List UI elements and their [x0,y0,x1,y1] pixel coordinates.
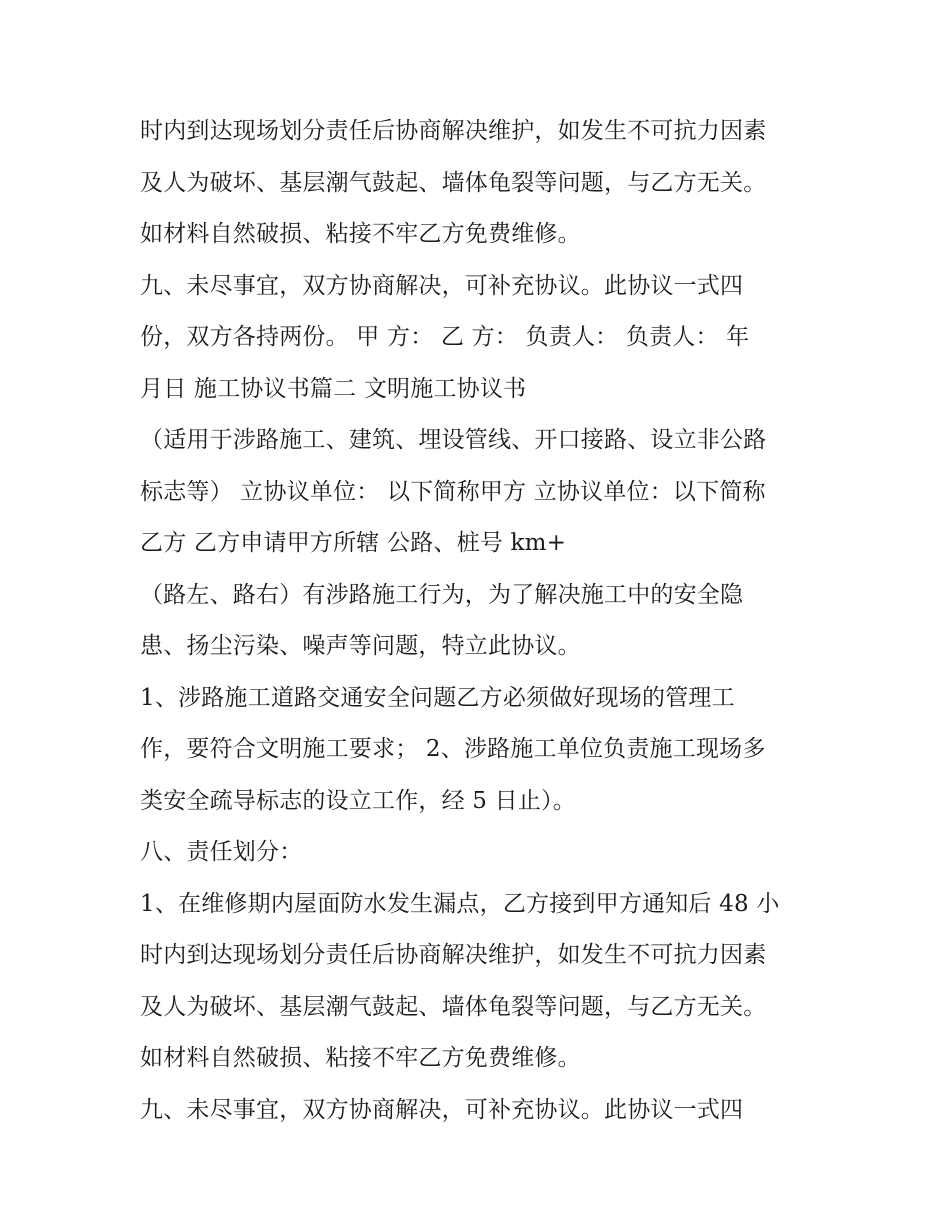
text-line: 九、未尽事宜，双方协商解决，可补充协议。此协议一式四 [140,1096,744,1123]
text-line: 时内到达现场划分责任后协商解决维护，如发生不可抗力因素 [140,942,767,968]
text-line: 1、在维修期内屋面防水发生漏点，乙方接到甲方通知后 48 小 [140,890,780,917]
text-line: （路左、路右）有涉路施工行为，为了解决施工中的安全隐 [140,581,744,608]
text-line: 及人为破坏、基层潮气鼓起、墙体龟裂等问题，与乙方无关。 [140,993,767,1020]
text-line: 类安全疏导标志的设立工作，经 5 日止）。 [140,787,576,814]
text-line: 月日 施工协议书篇二 文明施工协议书 [140,375,527,402]
text-line: 及人为破坏、基层潮气鼓起、墙体龟裂等问题，与乙方无关。 [140,169,767,196]
text-line: 标志等） 立协议单位： 以下简称甲方 立协议单位：以下简称 [140,478,766,505]
text-line: 份，双方各持两份。 甲 方： 乙 方： 负责人： 负责人： 年 [140,324,750,350]
text-line: 作，要符合文明施工要求； 2、涉路施工单位负责施工现场多 [140,736,766,762]
text-line: 如材料自然破损、粘接不牢乙方免费维修。 [140,221,581,247]
text-line: 时内到达现场划分责任后协商解决维护，如发生不可抗力因素 [140,118,767,144]
document-body [140,106,830,1136]
text-line: （适用于涉路施工、建筑、埋设管线、开口接路、设立非公路 [140,427,767,453]
text-line: 1、涉路施工道路交通安全问题乙方必须做好现场的管理工 [140,684,735,711]
text-line: 如材料自然破损、粘接不牢乙方免费维修。 [140,1045,581,1071]
text-line: 乙方 乙方申请甲方所辖 公路、桩号 km+ [140,530,567,556]
text-line: 九、未尽事宜，双方协商解决，可补充协议。此协议一式四 [140,272,744,299]
text-line: 八、责任划分： [140,839,303,865]
text-line: 患、扬尘污染、噪声等问题，特立此协议。 [140,633,581,659]
